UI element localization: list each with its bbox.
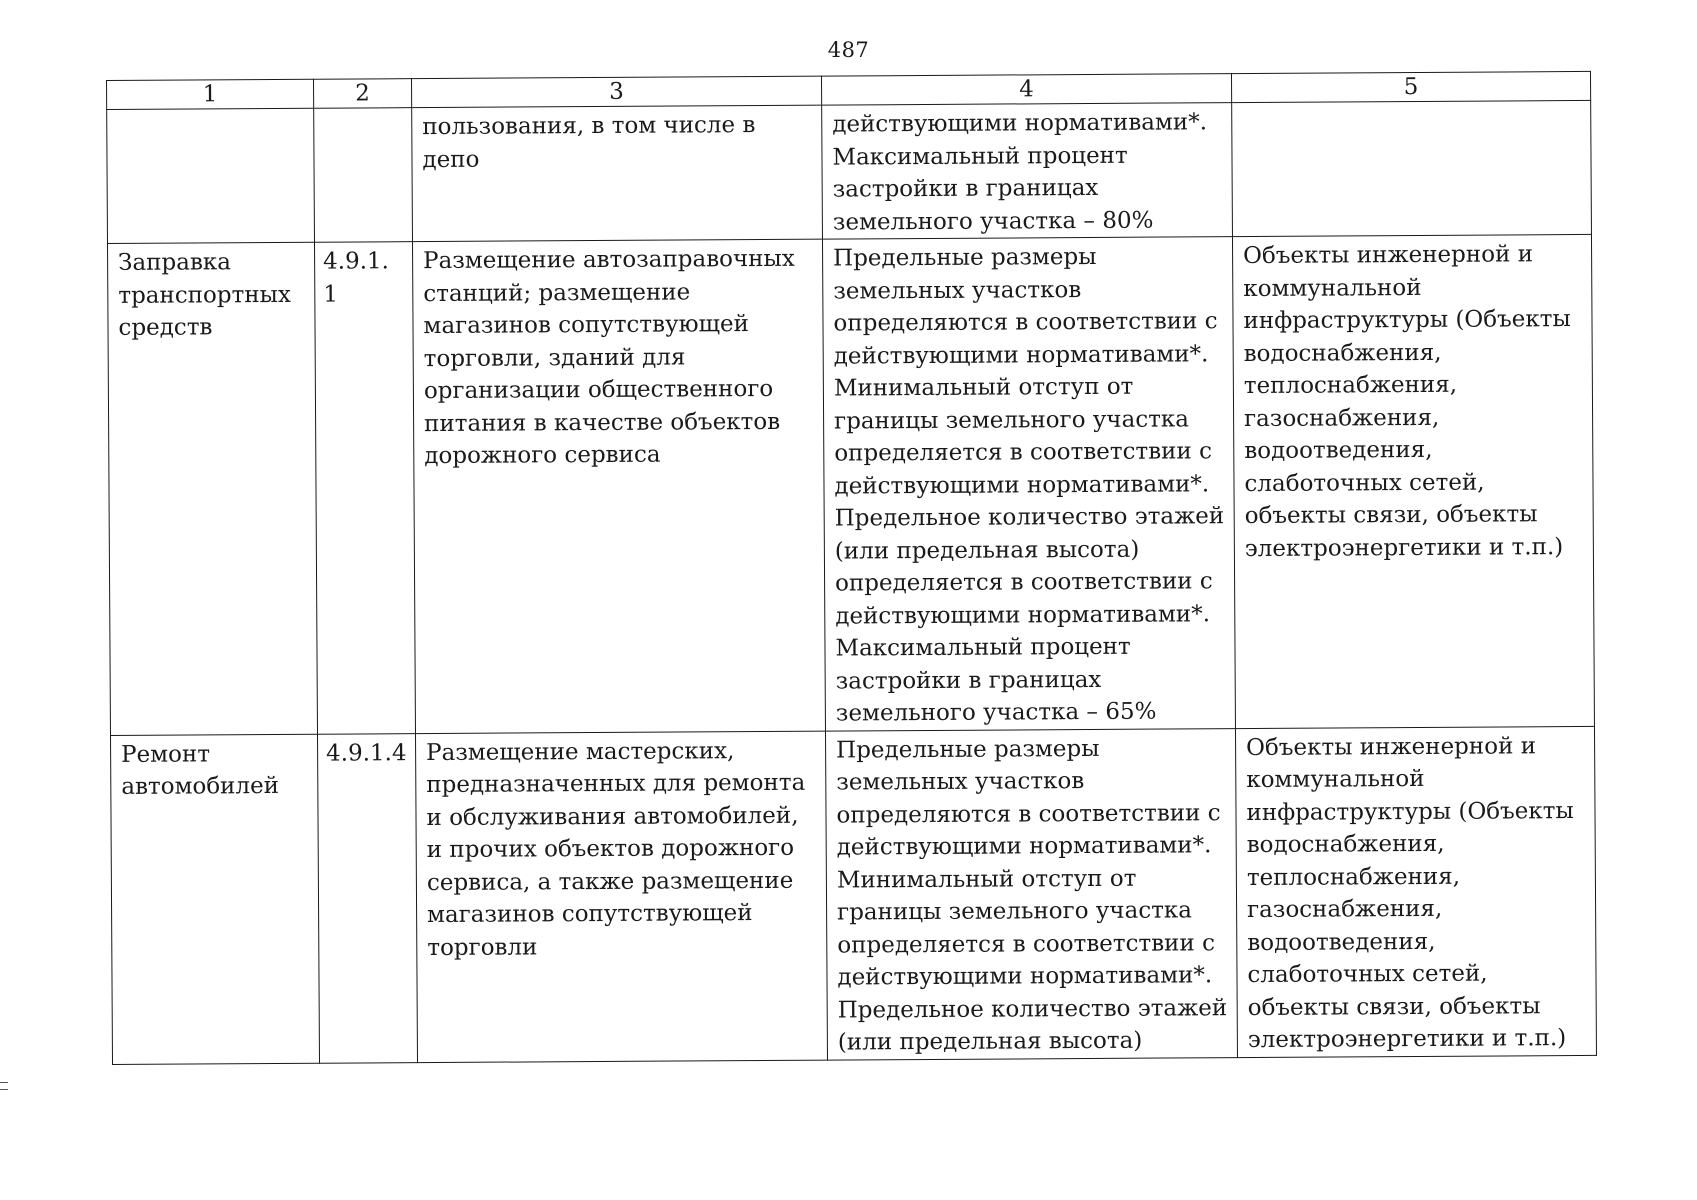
land-use-name: Заправка транспортных средств xyxy=(118,249,292,341)
construction-parameters: Предельные размеры земельных участков определяются в соответствии с действующими нормативами*. Минимальный отступ от границы земельного участка определяется в соответствии с действующими нормативами*. Предельное количество этажей (или предельная высота) определяется в соответствии с действующими нормативами*. Максимальный процент застройки в границах земельного участка – 65% xyxy=(833,243,1225,727)
column-header-2: 2 xyxy=(313,79,411,109)
cell-parameters xyxy=(825,728,1237,1059)
cell-description xyxy=(412,239,825,733)
cell-infrastructure xyxy=(1232,100,1592,236)
land-use-description: пользования, в том числе в депо xyxy=(422,112,756,173)
land-use-description: Размещение автозаправочных станций; размещение магазинов сопутствующей торговли, зданий для организации общественного питания в качестве объектов дорожного сервиса xyxy=(423,245,795,470)
scan-margin-mark xyxy=(0,1082,8,1090)
land-use-name xyxy=(117,112,305,113)
cell-infrastructure xyxy=(1235,726,1596,1057)
auxiliary-infrastructure: Объекты инженерной и коммунальной инфраструктуры (Объекты водоснабжения, теплоснабжения, газоснабжения, водоотведения, слаботочных сетей, объекты связи, объекты электроэнергетики и т.п.) xyxy=(1243,241,1571,562)
cell-description xyxy=(415,731,827,1062)
zoning-table xyxy=(106,71,1597,1065)
cell-description xyxy=(412,105,823,242)
cell-land-use-code xyxy=(317,733,417,1063)
cell-parameters xyxy=(822,237,1235,731)
page-number: 487 xyxy=(827,38,870,62)
land-use-description: Размещение мастерских, предназначенных для ремонта и обслуживания автомобилей, и прочих объектов дорожного сервиса, а также размещение магазинов сопутствующей торговли xyxy=(426,737,806,961)
cell-land-use-name xyxy=(111,734,320,1064)
land-use-code: 4.9.1. 1 xyxy=(323,248,390,308)
land-use-code: 4.9.1.4 xyxy=(326,739,407,767)
cell-parameters xyxy=(822,103,1233,240)
column-header-1: 1 xyxy=(107,79,314,109)
column-header-3: 3 xyxy=(411,76,821,108)
land-use-name: Ремонт автомобилей xyxy=(121,740,280,800)
column-header-4: 4 xyxy=(821,74,1231,106)
construction-parameters: Предельные размеры земельных участков определяются в соответствии с действующими нормативами*. Минимальный отступ от границы земельного участка определяется в соответствии с действующими нормативами*. Предельное количество этажей (или предельная высота) xyxy=(836,735,1228,1056)
cell-infrastructure xyxy=(1232,234,1594,728)
table-row-fuel-station xyxy=(107,234,1594,735)
cell-land-use-name xyxy=(107,242,317,735)
auxiliary-infrastructure: Объекты инженерной и коммунальной инфраструктуры (Объекты водоснабжения, теплоснабжения, газоснабжения, водоотведения, слаботочных сетей, объекты связи, объекты электроэнергетики и т.п.) xyxy=(1246,732,1574,1054)
table-row-continuation xyxy=(107,100,1592,243)
column-header-5: 5 xyxy=(1231,71,1590,102)
land-use-code xyxy=(322,111,407,112)
cell-land-use-code xyxy=(314,242,415,734)
construction-parameters: действующими нормативами*. Максимальный процент застройки в границах земельного участка – 80% xyxy=(832,109,1208,236)
cell-land-use-code xyxy=(314,108,413,243)
auxiliary-infrastructure xyxy=(1242,104,1582,106)
table-row-car-repair xyxy=(111,726,1597,1064)
cell-land-use-name xyxy=(107,108,315,243)
